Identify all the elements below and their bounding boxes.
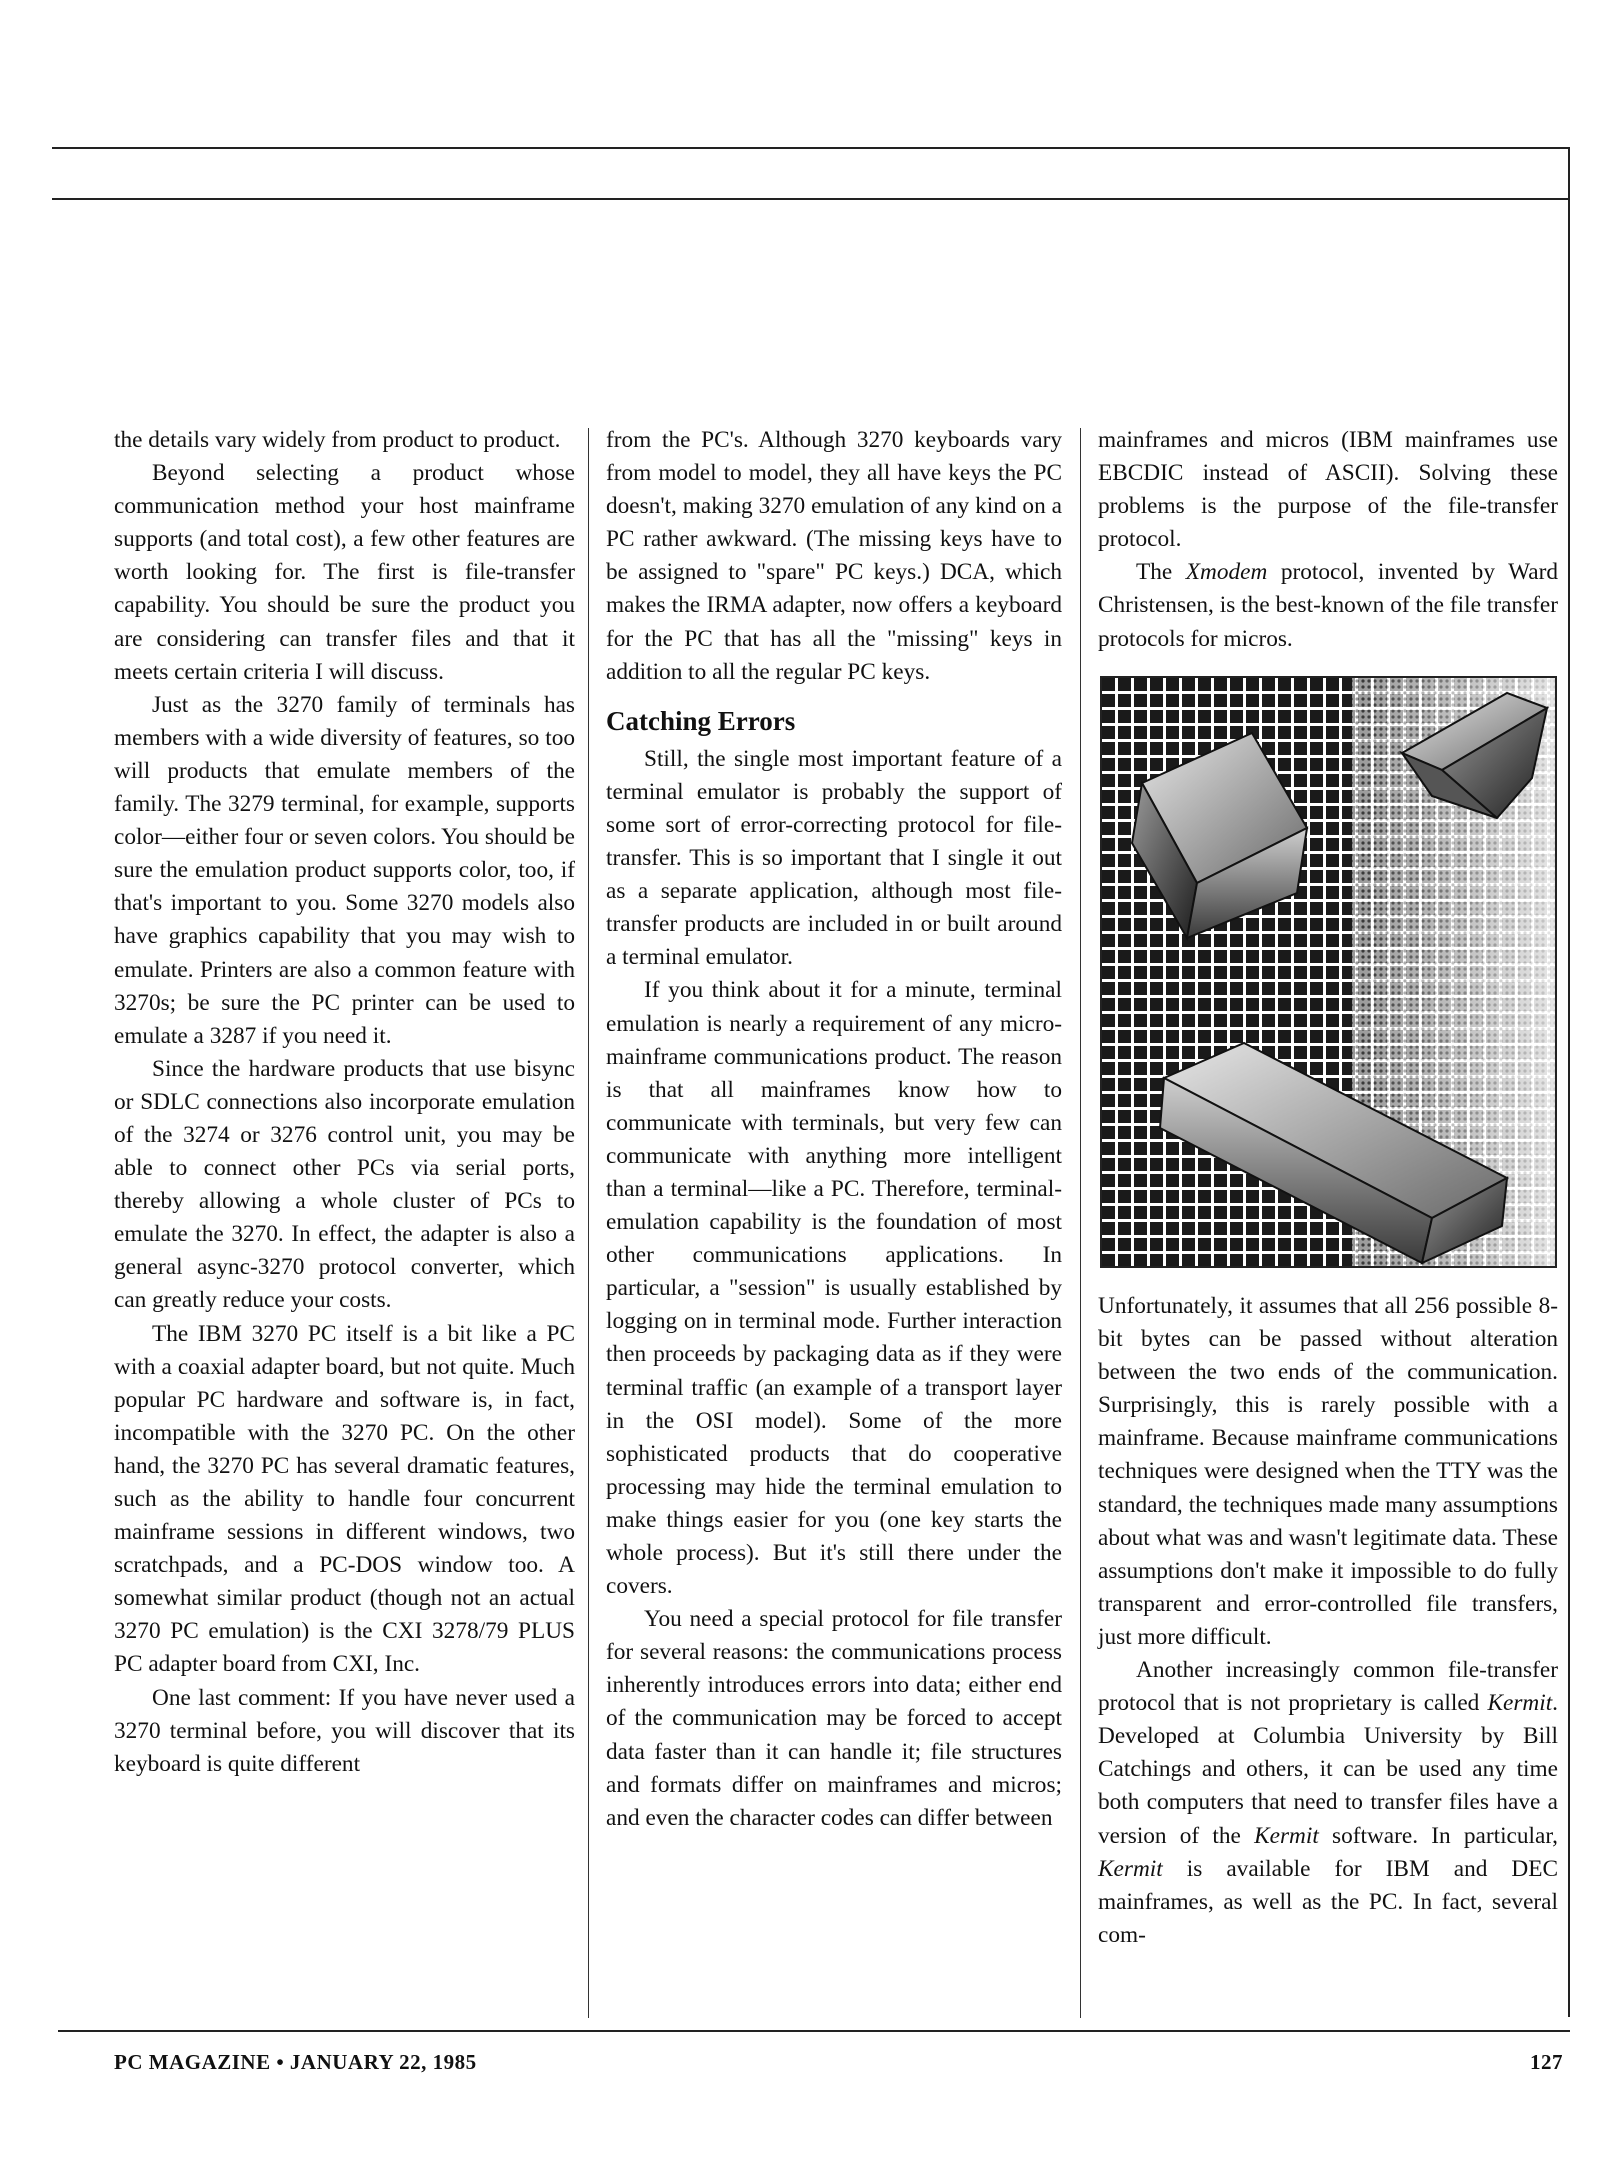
footer-publication: PC MAGAZINE • JANUARY 22, 1985 — [114, 2050, 477, 2074]
page-number: 127 — [1530, 2050, 1563, 2074]
paragraph: mainframes and micros (IBM mainframes use EBCDIC instead of ASCII). Solving these problems is the purpose of the file-transfer protocol. — [1098, 427, 1558, 553]
paragraph: Since the hardware products that use bisync or SDLC connections also incorporate emulation of the 3274 or 3276 control unit, you may be able to connect other PCs via serial ports, thereby allowing a whole cluster of PCs to emulate the 3270. In effect, the adapter is also a general async-3270 protocol converter, which can greatly reduce your costs. — [114, 1055, 575, 1314]
text: is available for IBM and DEC mainframes, as well as the PC. In fact, several com- — [1098, 1855, 1558, 1948]
paragraph: The IBM 3270 PC itself is a bit like a PC with a coaxial adapter board, but not quite. Much popular PC hardware and software is, in fact, incompatible with the 3270 PC. On the other hand, the 3270 PC has several dramatic features, such as the ability to handle four concurrent mainframe sessions in different windows, two scratchpads, and a PC-DOS window too. A somewhat similar product (though not an actual 3270 PC emulation) is the CXI 3278/79 PLUS PC adapter board from CXI, Inc. — [114, 1320, 575, 1678]
text: Another increasingly common file-transfer protocol that is not proprietary is called — [1098, 1657, 1558, 1717]
paragraph: You need a special protocol for file transfer for several reasons: the communications process inherently introduces errors into data; either end of the communication may be forced to accept data faster than it can handle it; file structures and formats differ on mainframes and micros; and even the character codes can differ between — [606, 1606, 1062, 1831]
paragraph: Still, the single most important feature of a terminal emulator is probably the support of some sort of error-correcting protocol for file-transfer. This is so important that I single it out as a separate application, although most file-transfer products are included in or built around a terminal emulator. — [606, 745, 1062, 971]
paragraph: Beyond selecting a product whose communication method your host mainframe supports (and total cost), a few other features are worth looking for. The first is file-transfer capability. You should be sure the product you are considering can transfer files and that it meets certain criteria I will discuss. — [114, 460, 575, 685]
kermit-term: Kermit — [1487, 1690, 1553, 1717]
section-heading: Catching Errors — [606, 705, 796, 736]
column-3-bottom — [1098, 1290, 1558, 1952]
text: software. In particular, — [1318, 1822, 1558, 1849]
right-border-line — [1568, 147, 1570, 2017]
column-divider-1 — [588, 428, 589, 2018]
paragraph: from the PC's. Although 3270 keyboards vary from model to model, they all have keys the PC doesn't, making 3270 emulation of any kind on a PC rather awkward. (The missing keys have to be assigned to "spare" PC keys.) DCA, which makes the IRMA adapter, now offers a keyboard for the PC that has all the "missing" keys in addition to all the regular PC keys. — [606, 427, 1062, 685]
kermit-term: Kermit — [1254, 1822, 1319, 1849]
paragraph — [1098, 556, 1558, 655]
text: The — [1136, 559, 1186, 586]
paragraph: Unfortunately, it assumes that all 256 possible 8-bit bytes can be passed without alteration between the two ends of the communication. Surprisingly, this is rarely possible with a mainframe. Because mainframe communications techniques were designed when the TTY was the standard, the techniques made many assumptions about what was and wasn't legitimate data. These assumptions don't make it impossible to do fully transparent and error-controlled file transfers, just more difficult. — [1098, 1293, 1558, 1650]
text: . Developed at Columbia University by Bill Catchings and others, it can be used any time both computers that need to transfer files have a version of the — [1098, 1690, 1558, 1849]
paragraph — [1098, 1654, 1558, 1952]
kermit-term: Kermit — [1098, 1855, 1163, 1882]
column-1 — [114, 424, 575, 1781]
paragraph: Just as the 3270 family of terminals has members with a wide diversity of features, so too will products that emulate members of the family. The 3279 terminal, for example, supports color—either four or seven colors. You should be sure the emulation product supports color, too, if that's important to you. Some 3270 models also have graphics capability that you may wish to emulate. Printers are also a common feature with 3270s; be sure the PC printer can be used to emulate a 3287 if you need it. — [114, 691, 575, 1049]
paragraph: One last comment: If you have never used a 3270 terminal before, you will discover that its keyboard is quite different — [114, 1684, 575, 1777]
illustration-prisms — [1100, 676, 1557, 1268]
paragraph: If you think about it for a minute, terminal emulation is nearly a requirement of any micro-mainframe communications product. The reason is that all mainframes know how to communicate with terminals, but very few can communicate with anything more intelligent than a terminal—like a PC. Therefore, terminal-emulation capability is the foundation of most other communications applications. In particular, a "session" is usually established by logging on in terminal mode. Further interaction then proceeds by packaging data as if they were terminal traffic (an example of a transport layer in the OSI model). Some of the more sophisticated products that do cooperative processing may hide the terminal emulation to make things easier for you (one key starts the whole process). But it's still there under the covers. — [606, 977, 1062, 1600]
illustration-graphic — [1102, 678, 1555, 1266]
top-rule-1 — [52, 147, 1570, 149]
column-3-top — [1098, 424, 1558, 656]
top-rule-2 — [52, 198, 1570, 200]
column-divider-2 — [1080, 428, 1081, 2018]
bottom-rule — [58, 2030, 1570, 2032]
text: protocol, invented by Ward Christensen, is the best-known of the file transfer protocols for micros. — [1098, 559, 1558, 652]
paragraph: the details vary widely from product to product. — [114, 427, 561, 453]
column-2 — [606, 424, 1062, 1835]
xmodem-term: Xmodem — [1185, 559, 1268, 586]
